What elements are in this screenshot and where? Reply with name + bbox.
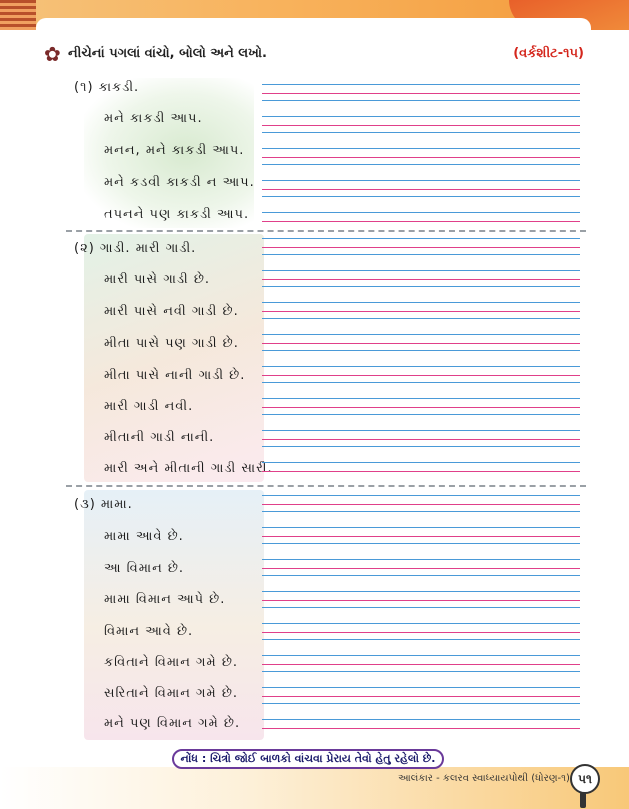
section-2-heading: (૨) ગાડી. મારી ગાડી. xyxy=(74,241,197,256)
section-3-sentence: કવિતાને વિમાન ગમે છે. xyxy=(104,655,239,670)
writing-rule-blue xyxy=(262,334,580,335)
writing-rule-pink xyxy=(262,568,580,569)
writing-rule-pink xyxy=(262,247,580,248)
writing-rule-blue xyxy=(262,414,580,415)
writing-rule-blue xyxy=(262,254,580,255)
writing-rule-pink xyxy=(262,125,580,126)
writing-rule-blue xyxy=(262,398,580,399)
writing-rule-pink xyxy=(262,189,580,190)
writing-rule-blue xyxy=(262,495,580,496)
writing-rule-blue xyxy=(262,543,580,544)
section-2-sentence: મારી પાસે નવી ગાડી છે. xyxy=(104,304,239,319)
note-text: નોંધ : ચિત્રો જોઈ બાળકો વાંચવા પ્રેરાય તેવો હેતુ રહેલો છે. xyxy=(180,752,436,765)
writing-rule-blue xyxy=(262,527,580,528)
section-3-sentence: મામા વિમાન આપે છે. xyxy=(104,592,226,607)
writing-rule-pink xyxy=(262,728,580,729)
section-3-sentence: મામા આવે છે. xyxy=(104,529,184,544)
section-1-sentence: તપનને પણ કાકડી આપ. xyxy=(104,207,250,222)
writing-rule-blue xyxy=(262,671,580,672)
writing-rule-blue xyxy=(262,559,580,560)
writing-rule-pink xyxy=(262,632,580,633)
section-1-sentence: મને કાકડી આપ. xyxy=(104,111,203,126)
writing-rule-blue xyxy=(262,575,580,576)
writing-rule-blue xyxy=(262,511,580,512)
writing-rule-pink xyxy=(262,536,580,537)
section-3-sentence: વિમાન આવે છે. xyxy=(104,624,194,639)
writing-rule-blue xyxy=(262,84,580,85)
section-separator xyxy=(66,485,586,487)
writing-rule-blue xyxy=(262,116,580,117)
worksheet-header xyxy=(44,44,584,66)
writing-rule-blue xyxy=(262,462,580,463)
section-1-heading: (૧) કાકડી. xyxy=(74,80,140,95)
section-2-sentence: મીતા પાસે નાની ગાડી છે. xyxy=(104,368,246,383)
writing-rule-pink xyxy=(262,600,580,601)
section-3-heading: (૩) મામા. xyxy=(74,497,133,512)
writing-rule-blue xyxy=(262,238,580,239)
writing-rule-blue xyxy=(262,446,580,447)
writing-rule-blue xyxy=(262,148,580,149)
note-box xyxy=(172,749,444,769)
section-2-sentence: મીતા પાસે પણ ગાડી છે. xyxy=(104,336,239,351)
writing-rule-blue xyxy=(262,212,580,213)
writing-rule-blue xyxy=(262,318,580,319)
section-3-sentence: મને પણ વિમાન ગમે છે. xyxy=(104,716,241,731)
writing-rule-blue xyxy=(262,350,580,351)
writing-rule-pink xyxy=(262,696,580,697)
writing-rule-pink xyxy=(262,471,580,472)
section-2-sentence: મારી ગાડી નવી. xyxy=(104,399,194,414)
section-2-sentence: મારી પાસે ગાડી છે. xyxy=(104,272,211,287)
writing-rule-blue xyxy=(262,302,580,303)
section-3-sentence: આ વિમાન છે. xyxy=(104,561,185,576)
writing-rule-blue xyxy=(262,687,580,688)
writing-rule-blue xyxy=(262,382,580,383)
section-2-sentence: મીતાની ગાડી નાની. xyxy=(104,430,215,445)
writing-rule-blue xyxy=(262,591,580,592)
writing-rule-blue xyxy=(262,623,580,624)
writing-rule-blue xyxy=(262,100,580,101)
section-1-sentence: મને કડવી કાકડી ન આપ. xyxy=(104,175,255,190)
writing-rule-pink xyxy=(262,311,580,312)
writing-rule-pink xyxy=(262,93,580,94)
page-number: ૫૧ xyxy=(570,764,600,794)
writing-rule-pink xyxy=(262,221,580,222)
writing-rule-blue xyxy=(262,366,580,367)
writing-rule-pink xyxy=(262,407,580,408)
section-1-sentence: મનન, મને કાકડી આપ. xyxy=(104,143,245,158)
writing-rule-pink xyxy=(262,375,580,376)
writing-rule-pink xyxy=(262,504,580,505)
writing-rule-blue xyxy=(262,655,580,656)
page-top-edge xyxy=(36,18,591,32)
uncle-airplane-illustration xyxy=(84,490,264,740)
writing-rule-blue xyxy=(262,286,580,287)
section-2-sentence: મારી અને મીતાની ગાડી સારી. xyxy=(104,461,273,476)
writing-rule-blue xyxy=(262,196,580,197)
footer-book-title: આલંકાર - કલરવ સ્વાધ્યાયપોથી (ધોરણ-૧) xyxy=(398,773,570,784)
writing-rule-blue xyxy=(262,164,580,165)
writing-rule-blue xyxy=(262,180,580,181)
writing-rule-blue xyxy=(262,639,580,640)
writing-rule-blue xyxy=(262,719,580,720)
writing-rule-blue xyxy=(262,607,580,608)
worksheet-label: (વર્કશીટ-૧૫) xyxy=(513,46,584,61)
section-separator xyxy=(66,230,586,232)
writing-rule-pink xyxy=(262,157,580,158)
section-3-sentence: સરિતાને વિમાન ગમે છે. xyxy=(104,686,239,701)
writing-rule-blue xyxy=(262,132,580,133)
writing-rule-blue xyxy=(262,270,580,271)
top-stripes-decoration xyxy=(0,0,36,30)
magnifier-handle-icon xyxy=(580,792,586,808)
writing-rule-pink xyxy=(262,664,580,665)
writing-rule-pink xyxy=(262,439,580,440)
flower-star-icon: ✿ xyxy=(44,42,61,66)
writing-rule-pink xyxy=(262,343,580,344)
writing-rule-blue xyxy=(262,703,580,704)
writing-rule-blue xyxy=(262,430,580,431)
writing-rule-pink xyxy=(262,279,580,280)
instruction-text: નીચેનાં પગલાં વાંચો, બોલો અને લખો. xyxy=(68,46,267,61)
